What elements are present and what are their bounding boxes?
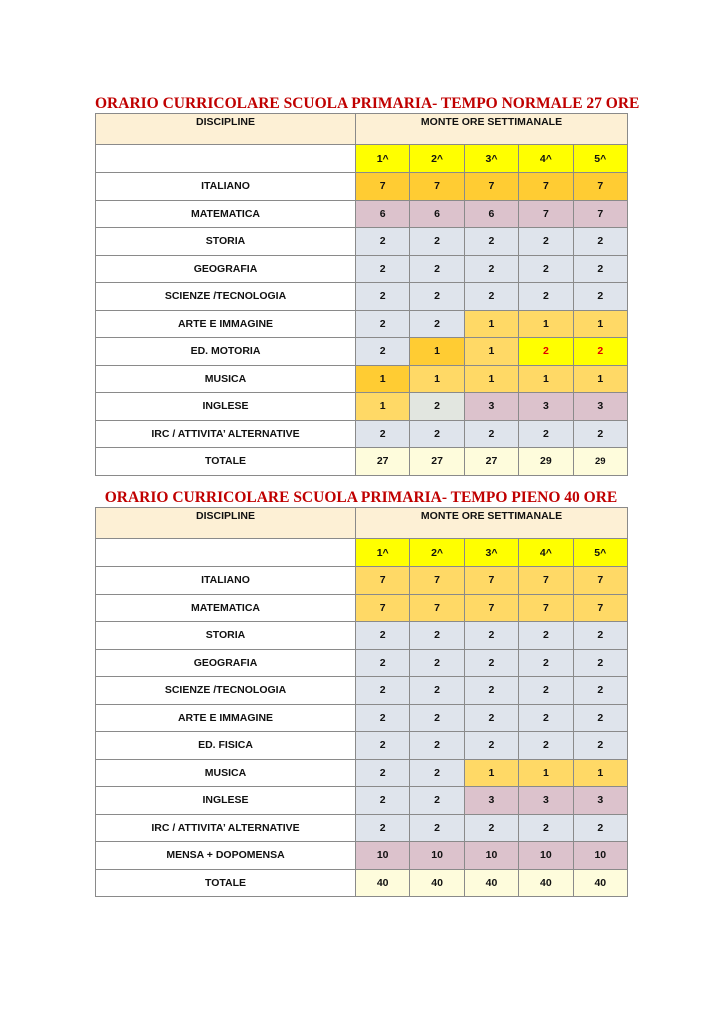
hours-cell: 2 <box>573 649 627 677</box>
hours-cell: 3 <box>464 393 518 421</box>
grade-header: 2^ <box>410 539 464 567</box>
hours-cell: 2 <box>464 732 518 760</box>
hours-cell: 2 <box>356 787 410 815</box>
hours-cell: 1 <box>464 759 518 787</box>
column-header-discipline: DISCIPLINE <box>96 114 356 145</box>
hours-cell: 1 <box>410 338 464 366</box>
hours-cell: 2 <box>573 228 627 256</box>
table-row <box>96 787 628 815</box>
hours-cell: 2 <box>356 759 410 787</box>
hours-cell: 2 <box>356 732 410 760</box>
column-header-weekly-hours: MONTE ORE SETTIMANALE <box>356 114 628 145</box>
hours-cell: 7 <box>410 173 464 201</box>
hours-cell: 2 <box>356 228 410 256</box>
table-row <box>96 338 628 366</box>
hours-cell: 7 <box>573 594 627 622</box>
grade-header: 1^ <box>356 539 410 567</box>
schedule-section-tempo-pieno <box>95 489 627 897</box>
hours-cell: 7 <box>356 594 410 622</box>
hours-cell: 2 <box>356 283 410 311</box>
subject-label: IRC / ATTIVITA’ ALTERNATIVE <box>96 814 356 842</box>
subject-label: INGLESE <box>96 393 356 421</box>
hours-cell: 2 <box>356 704 410 732</box>
hours-cell: 2 <box>410 759 464 787</box>
hours-cell: 7 <box>464 567 518 595</box>
hours-cell: 7 <box>519 200 573 228</box>
grade-header: 4^ <box>519 145 573 173</box>
subject-label: ARTE E IMMAGINE <box>96 310 356 338</box>
subject-label: ITALIANO <box>96 567 356 595</box>
total-row <box>96 869 628 897</box>
hours-cell: 2 <box>519 704 573 732</box>
hours-cell: 1 <box>464 365 518 393</box>
hours-cell: 2 <box>410 649 464 677</box>
table-row <box>96 228 628 256</box>
empty-cell <box>96 145 356 173</box>
hours-cell: 2 <box>410 228 464 256</box>
column-header-discipline: DISCIPLINE <box>96 508 356 539</box>
hours-cell: 1 <box>573 759 627 787</box>
total-cell: 29 <box>519 448 573 476</box>
hours-cell: 2 <box>410 255 464 283</box>
grade-header-row <box>96 145 628 173</box>
hours-cell: 6 <box>356 200 410 228</box>
hours-cell: 3 <box>519 787 573 815</box>
hours-cell: 2 <box>410 704 464 732</box>
subject-label: INGLESE <box>96 787 356 815</box>
hours-cell: 2 <box>519 622 573 650</box>
grade-header: 5^ <box>573 145 627 173</box>
table-row <box>96 759 628 787</box>
total-cell: 40 <box>410 869 464 897</box>
grade-header: 5^ <box>573 539 627 567</box>
table-row <box>96 622 628 650</box>
table-header-row <box>96 508 628 539</box>
subject-label: MUSICA <box>96 759 356 787</box>
hours-cell: 2 <box>410 622 464 650</box>
subject-label: GEOGRAFIA <box>96 649 356 677</box>
grade-header-row <box>96 539 628 567</box>
hours-cell: 10 <box>410 842 464 870</box>
hours-cell: 10 <box>519 842 573 870</box>
hours-cell: 2 <box>356 814 410 842</box>
hours-cell: 2 <box>356 622 410 650</box>
hours-cell: 3 <box>573 393 627 421</box>
subject-label: TOTALE <box>96 869 356 897</box>
hours-cell: 2 <box>356 338 410 366</box>
hours-cell-highlighted: 2 <box>573 338 627 366</box>
subject-label: ITALIANO <box>96 173 356 201</box>
table-row <box>96 255 628 283</box>
hours-cell: 2 <box>410 310 464 338</box>
table-title: ORARIO CURRICOLARE SCUOLA PRIMARIA- TEMPO PIENO 40 ORE <box>104 489 618 506</box>
grade-header: 3^ <box>464 539 518 567</box>
hours-cell: 2 <box>464 283 518 311</box>
subject-label: IRC / ATTIVITA’ ALTERNATIVE <box>96 420 356 448</box>
hours-cell: 7 <box>573 173 627 201</box>
hours-cell: 2 <box>410 732 464 760</box>
hours-cell: 2 <box>519 649 573 677</box>
subject-label: TOTALE <box>96 448 356 476</box>
hours-cell: 2 <box>573 814 627 842</box>
hours-cell: 7 <box>356 173 410 201</box>
table-header-row <box>96 114 628 145</box>
table-row <box>96 649 628 677</box>
column-header-weekly-hours: MONTE ORE SETTIMANALE <box>356 508 628 539</box>
hours-cell: 1 <box>519 365 573 393</box>
schedule-section-tempo-normale <box>95 95 640 476</box>
table-row <box>96 420 628 448</box>
hours-cell: 1 <box>464 310 518 338</box>
hours-cell: 2 <box>464 228 518 256</box>
subject-label: MATEMATICA <box>96 200 356 228</box>
hours-cell: 1 <box>410 365 464 393</box>
hours-cell: 7 <box>573 200 627 228</box>
hours-cell: 2 <box>410 393 464 421</box>
table-row <box>96 842 628 870</box>
hours-cell: 2 <box>573 704 627 732</box>
hours-cell: 1 <box>464 338 518 366</box>
hours-cell: 1 <box>519 310 573 338</box>
hours-cell: 7 <box>519 173 573 201</box>
hours-cell: 2 <box>356 255 410 283</box>
hours-cell: 2 <box>573 255 627 283</box>
hours-cell: 2 <box>464 677 518 705</box>
subject-label: MENSA + DOPOMENSA <box>96 842 356 870</box>
table-row <box>96 200 628 228</box>
total-cell: 40 <box>519 869 573 897</box>
subject-label: MUSICA <box>96 365 356 393</box>
hours-cell: 7 <box>519 594 573 622</box>
subject-label: ED. MOTORIA <box>96 338 356 366</box>
table-row <box>96 704 628 732</box>
subject-label: ARTE E IMMAGINE <box>96 704 356 732</box>
hours-cell: 2 <box>519 732 573 760</box>
table-row <box>96 310 628 338</box>
total-cell: 27 <box>410 448 464 476</box>
hours-cell: 1 <box>519 759 573 787</box>
hours-cell: 2 <box>573 732 627 760</box>
hours-cell: 2 <box>356 310 410 338</box>
table-title: ORARIO CURRICOLARE SCUOLA PRIMARIA- TEMPO NORMALE 27 ORE <box>95 95 640 112</box>
table-row <box>96 594 628 622</box>
hours-cell: 2 <box>573 622 627 650</box>
hours-cell: 2 <box>410 677 464 705</box>
grade-header: 1^ <box>356 145 410 173</box>
table-row <box>96 814 628 842</box>
subject-label: STORIA <box>96 228 356 256</box>
schedule-table <box>95 507 628 897</box>
table-row <box>96 677 628 705</box>
hours-cell: 7 <box>464 173 518 201</box>
table-row <box>96 173 628 201</box>
hours-cell: 2 <box>464 814 518 842</box>
total-cell: 40 <box>356 869 410 897</box>
table-row <box>96 393 628 421</box>
hours-cell: 10 <box>573 842 627 870</box>
subject-label: MATEMATICA <box>96 594 356 622</box>
hours-cell: 2 <box>464 420 518 448</box>
hours-cell: 2 <box>410 283 464 311</box>
hours-cell: 1 <box>356 365 410 393</box>
hours-cell: 2 <box>410 787 464 815</box>
subject-label: ED. FISICA <box>96 732 356 760</box>
hours-cell: 2 <box>410 814 464 842</box>
hours-cell: 10 <box>464 842 518 870</box>
hours-cell-highlighted: 2 <box>519 338 573 366</box>
total-cell: 40 <box>573 869 627 897</box>
hours-cell: 7 <box>410 594 464 622</box>
hours-cell: 3 <box>519 393 573 421</box>
subject-label: SCIENZE /TECNOLOGIA <box>96 283 356 311</box>
subject-label: SCIENZE /TECNOLOGIA <box>96 677 356 705</box>
table-row <box>96 365 628 393</box>
hours-cell: 1 <box>573 365 627 393</box>
table-row <box>96 732 628 760</box>
hours-cell: 7 <box>519 567 573 595</box>
hours-cell: 2 <box>519 814 573 842</box>
hours-cell: 2 <box>356 420 410 448</box>
hours-cell: 2 <box>573 420 627 448</box>
total-row <box>96 448 628 476</box>
hours-cell: 2 <box>519 228 573 256</box>
grade-header: 4^ <box>519 539 573 567</box>
hours-cell: 6 <box>464 200 518 228</box>
hours-cell: 2 <box>519 420 573 448</box>
hours-cell: 2 <box>464 622 518 650</box>
empty-cell <box>96 539 356 567</box>
subject-label: STORIA <box>96 622 356 650</box>
table-row <box>96 283 628 311</box>
schedule-table <box>95 113 628 476</box>
hours-cell: 7 <box>464 594 518 622</box>
hours-cell: 2 <box>464 255 518 283</box>
grade-header: 2^ <box>410 145 464 173</box>
hours-cell: 2 <box>519 283 573 311</box>
hours-cell: 3 <box>573 787 627 815</box>
hours-cell: 10 <box>356 842 410 870</box>
hours-cell: 2 <box>464 704 518 732</box>
hours-cell: 1 <box>573 310 627 338</box>
hours-cell: 2 <box>464 649 518 677</box>
total-cell: 27 <box>464 448 518 476</box>
hours-cell: 2 <box>356 649 410 677</box>
subject-label: GEOGRAFIA <box>96 255 356 283</box>
hours-cell: 2 <box>410 420 464 448</box>
hours-cell: 2 <box>573 677 627 705</box>
hours-cell: 2 <box>519 677 573 705</box>
hours-cell: 3 <box>464 787 518 815</box>
hours-cell: 2 <box>356 677 410 705</box>
hours-cell: 6 <box>410 200 464 228</box>
table-row <box>96 567 628 595</box>
grade-header: 3^ <box>464 145 518 173</box>
hours-cell: 2 <box>519 255 573 283</box>
hours-cell: 7 <box>356 567 410 595</box>
hours-cell: 7 <box>410 567 464 595</box>
hours-cell: 2 <box>573 283 627 311</box>
hours-cell: 1 <box>356 393 410 421</box>
total-cell: 29 <box>573 448 627 476</box>
hours-cell: 7 <box>573 567 627 595</box>
total-cell: 27 <box>356 448 410 476</box>
total-cell: 40 <box>464 869 518 897</box>
